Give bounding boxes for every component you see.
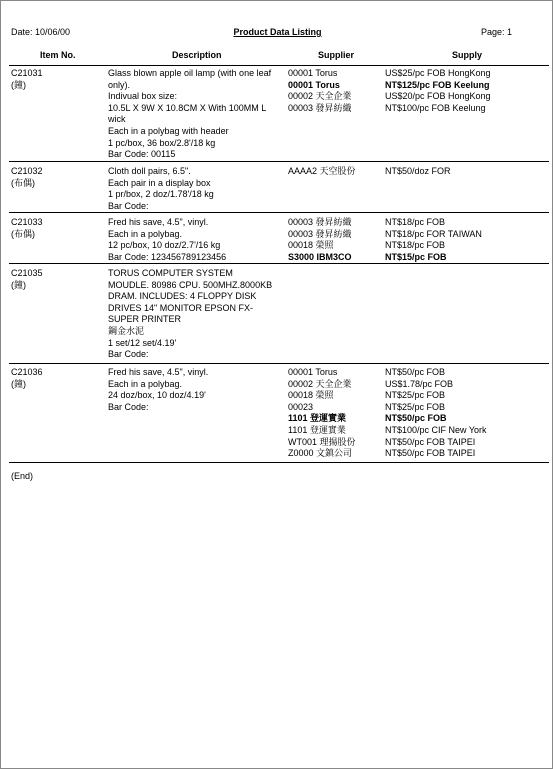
- supplier-line: 00003 發昇紡織: [288, 217, 352, 227]
- supplier-line: 00003 發昇紡織: [288, 102, 352, 113]
- item-alt-name: (布偶): [11, 177, 35, 188]
- supplier-line: AAAA2 天空股份: [288, 166, 356, 176]
- record-divider: [9, 161, 549, 162]
- supply-line: NT$25/pc FOB: [385, 401, 446, 412]
- end-marker: (End): [11, 471, 34, 481]
- item-number: C21032: [11, 166, 43, 176]
- description-cell: [108, 268, 280, 361]
- description-line: Bar Code:: [108, 401, 149, 412]
- description-line: Each in a polybag.: [108, 228, 183, 239]
- supplier-line: 00018 榮照: [288, 240, 334, 251]
- item-alt-name: (布偶): [11, 228, 35, 239]
- supplier-line: 1101 登運實業: [288, 413, 347, 424]
- supply-line: NT$15/pc FOB: [385, 251, 447, 262]
- item-number: C21033: [11, 217, 43, 227]
- supplier-cell: [288, 217, 380, 263]
- description-line: DRAM. INCLUDES: 4 FLOPPY DISK: [108, 291, 257, 302]
- supply-cell: [385, 217, 550, 263]
- item-number: C21036: [11, 367, 43, 377]
- supplier-line: 00001 Torus: [288, 79, 340, 90]
- supply-line: NT$25/pc FOB: [385, 390, 446, 401]
- supply-line: NT$100/pc CIF New York: [385, 424, 487, 435]
- supplier-line: S3000 IBM3CO: [288, 251, 352, 262]
- description-cell: [108, 367, 280, 413]
- description-line: Cloth doll pairs, 6.5".: [108, 166, 191, 176]
- record-divider: [9, 263, 549, 264]
- item-alt-name: (鐘): [11, 279, 26, 290]
- description-cell: [108, 68, 280, 161]
- column-header-supplier: Supplier: [318, 50, 355, 60]
- description-line: 鋼金水泥: [108, 325, 145, 336]
- item-no-cell: [11, 367, 101, 390]
- description-line: 1 pc/box, 36 box/2.8'/18 kg: [108, 137, 216, 148]
- description-line: 24 doz/box, 10 doz/4.19': [108, 390, 206, 401]
- item-alt-name: (鐘): [11, 378, 26, 389]
- item-number: C21035: [11, 268, 43, 278]
- description-line: only).: [108, 79, 131, 90]
- description-line: Fred his save, 4.5", vinyl.: [108, 217, 209, 227]
- description-line: MOUDLE. 80986 CPU. 500MHZ.8000KB: [108, 279, 273, 290]
- description-line: 1 set/12 set/4.19': [108, 337, 177, 348]
- description-line: 10.5L X 9W X 10.8CM X With 100MM L: [108, 102, 267, 113]
- report-date: Date: 10/06/00: [11, 27, 71, 37]
- supply-line: US$20/pc FOB HongKong: [385, 91, 491, 102]
- supply-line: NT$50/pc FOB TAIPEI: [385, 436, 476, 447]
- supplier-line: 1101 登運實業: [288, 424, 346, 435]
- supplier-cell: [288, 68, 380, 114]
- description-line: DRIVES 14" MONITOR EPSON FX-: [108, 302, 254, 313]
- item-no-cell: [11, 166, 101, 189]
- supply-line: NT$18/pc FOR TAIWAN: [385, 228, 482, 239]
- header-divider: [9, 65, 549, 66]
- supplier-line: 00003 發昇紡織: [288, 228, 352, 239]
- description-line: Bar Code:: [108, 349, 149, 360]
- supplier-cell: [288, 367, 380, 460]
- supply-line: US$1.78/pc FOB: [385, 378, 454, 389]
- supply-line: NT$100/pc FOB Keelung: [385, 102, 486, 113]
- report-title: Product Data Listing: [233, 27, 322, 37]
- record-divider: [9, 462, 549, 463]
- supplier-line: WT001 理揚股份: [288, 436, 356, 447]
- supplier-line: Z0000 文鎮公司: [288, 448, 353, 459]
- description-line: Bar Code:: [108, 200, 149, 211]
- item-no-cell: [11, 217, 101, 240]
- description-line: TORUS COMPUTER SYSTEM: [108, 268, 233, 278]
- column-header-supply: Supply: [452, 50, 483, 60]
- supply-line: NT$50/pc FOB TAIPEI: [385, 448, 476, 459]
- supply-line: NT$18/pc FOB: [385, 240, 446, 251]
- supply-cell: [385, 367, 550, 460]
- description-line: Glass blown apple oil lamp (with one leaf: [108, 68, 272, 78]
- supplier-line: 00018 榮照: [288, 390, 334, 401]
- supply-cell: [385, 68, 550, 114]
- supply-line: NT$50/doz FOR: [385, 166, 451, 176]
- description-line: Bar Code: 00115: [108, 149, 176, 160]
- description-line: Each pair in a display box: [108, 177, 211, 188]
- item-no-cell: [11, 268, 101, 291]
- supply-line: NT$18/pc FOB: [385, 217, 446, 227]
- supply-line: NT$50/pc FOB: [385, 413, 447, 424]
- description-cell: [108, 217, 280, 263]
- page-number: Page: 1: [480, 27, 512, 37]
- item-alt-name: (鐘): [11, 79, 26, 90]
- description-line: SUPER PRINTER: [108, 314, 182, 325]
- supply-line: NT$125/pc FOB Keelung: [385, 79, 490, 90]
- supplier-line: 00002 天全企業: [288, 378, 352, 389]
- supplier-line: 00001 Torus: [288, 68, 338, 78]
- description-line: Bar Code: 123456789123456: [108, 251, 227, 262]
- supply-cell: [385, 166, 550, 178]
- supply-line: US$25/pc FOB HongKong: [385, 68, 491, 78]
- record-divider: [9, 212, 549, 213]
- column-header-description: Description: [172, 50, 222, 60]
- description-line: Indivual box size:: [108, 91, 178, 102]
- description-line: wick: [108, 114, 126, 125]
- item-number: C21031: [11, 68, 43, 78]
- description-cell: [108, 166, 280, 212]
- record-divider: [9, 363, 549, 364]
- column-header-item-no: Item No.: [40, 50, 76, 60]
- description-line: 1 pr/box, 2 doz/1.78'/18 kg: [108, 189, 214, 200]
- supplier-line: 00023: [288, 401, 314, 412]
- description-line: Fred his save, 4.5", vinyl.: [108, 367, 209, 377]
- description-line: 12 pc/box, 10 doz/2.7'/16 kg: [108, 240, 221, 251]
- description-line: Each in a polybag with header: [108, 125, 229, 136]
- supplier-line: 00001 Torus: [288, 367, 338, 377]
- item-no-cell: [11, 68, 101, 91]
- supplier-cell: [288, 166, 380, 178]
- description-line: Each in a polybag.: [108, 378, 183, 389]
- supply-line: NT$50/pc FOB: [385, 367, 446, 377]
- supplier-line: 00002 天全企業: [288, 91, 352, 102]
